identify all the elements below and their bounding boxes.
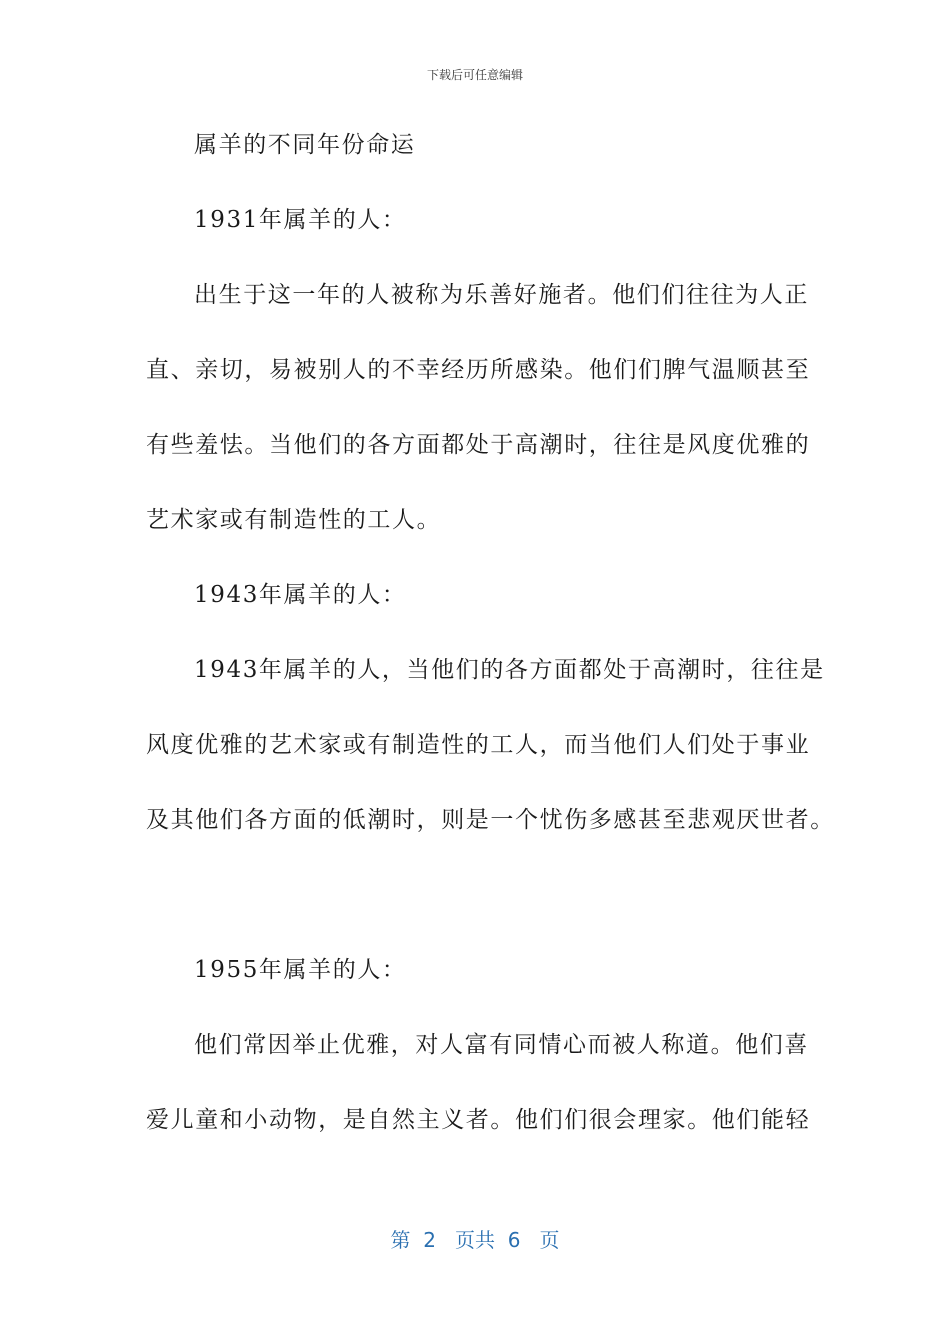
paragraph-line: 艺术家或有制造性的工人。 — [146, 507, 442, 533]
section-heading: 1943年属羊的人： — [194, 582, 407, 608]
paragraph-line: 及其他们各方面的低潮时，则是一个忧伤多感甚至悲观厌世者。 — [146, 807, 835, 833]
page-header-note: 下载后可任意编辑 — [426, 68, 523, 82]
paragraph-line: 1943年属羊的人，当他们的各方面都处于高潮时，往往是 — [194, 657, 825, 683]
paragraph-line: 直、亲切，易被别人的不幸经历所感染。他们们脾气温顺甚至 — [146, 357, 811, 383]
paragraph-line: 有些羞怯。当他们的各方面都处于高潮时，往往是风度优雅的 — [146, 432, 811, 458]
section-heading: 1955年属羊的人： — [194, 957, 407, 983]
paragraph-line: 出生于这一年的人被称为乐善好施者。他们们往往为人正 — [194, 282, 809, 308]
document-title: 属羊的不同年份命运 — [194, 132, 416, 158]
paragraph-line: 风度优雅的艺术家或有制造性的工人，而当他们人们处于事业 — [146, 732, 811, 758]
paragraph-line: 爱儿童和小动物，是自然主义者。他们们很会理家。他们能轻 — [146, 1107, 811, 1133]
paragraph-line: 他们常因举止优雅，对人富有同情心而被人称道。他们喜 — [194, 1032, 809, 1058]
page-number-footer: 第 2 页共 6 页 — [390, 1228, 560, 1252]
section-heading: 1931年属羊的人： — [194, 207, 407, 233]
